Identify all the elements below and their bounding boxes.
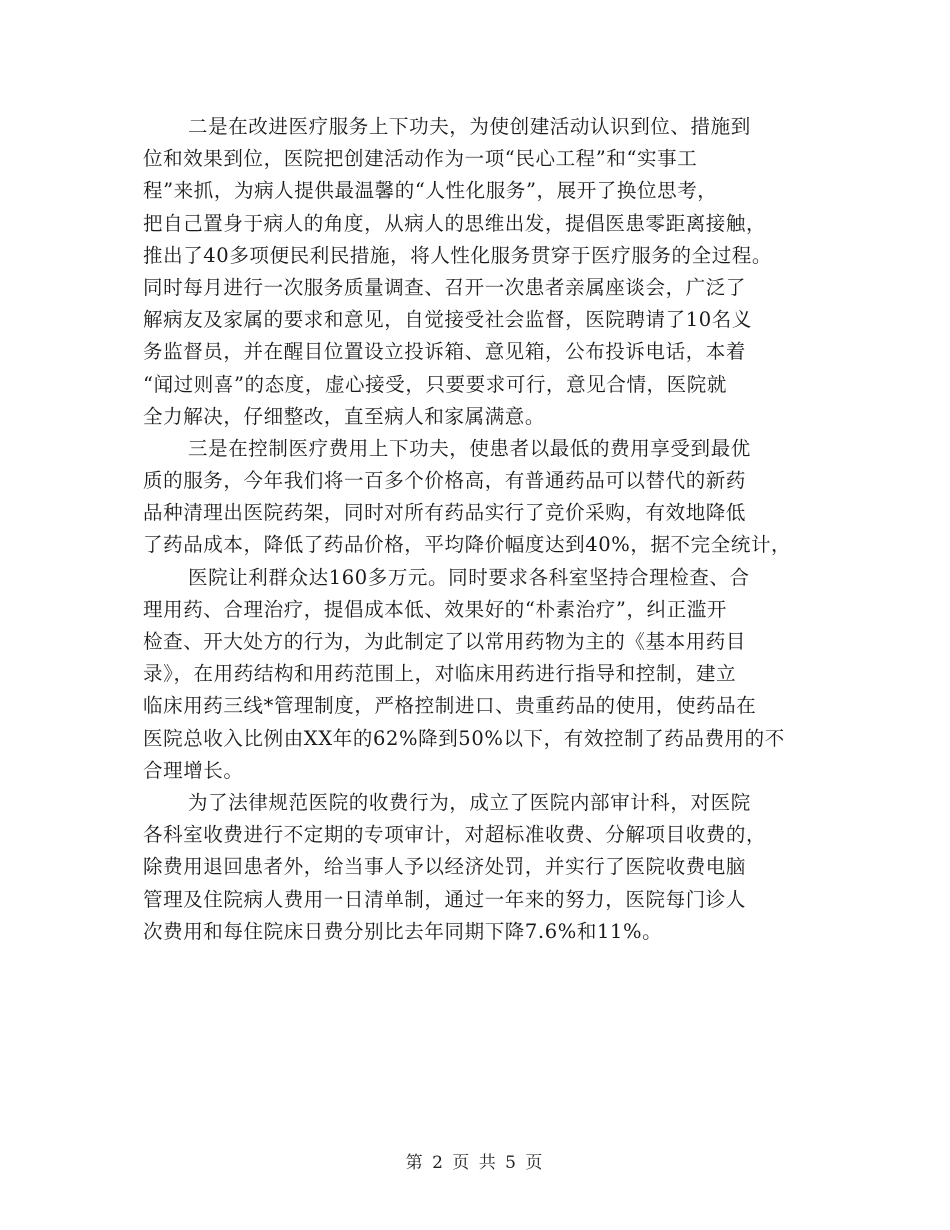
text-line: 检查、开大处方的行为，为此制定了以常用药物为主的《基本用药目: [143, 630, 747, 653]
text-line: 次费用和每住院床日费分别比去年同期下降7.6%和11%。: [143, 919, 663, 943]
text-line: 了药品成本，降低了药品价格，平均降价幅度达到40%，据不完全统计，: [143, 533, 792, 557]
text-line: 三是在控制医疗费用上下功夫，使患者以最低的费用享受到最优: [188, 436, 751, 460]
text-line: 全力解决，仔细整改，直至病人和家属满意。: [143, 404, 546, 428]
text-line: 解病友及家属的要求和意见，自觉接受社会监督，医院聘请了10名义: [143, 308, 752, 332]
text-line: 各科室收费进行不定期的专项审计，对超标准收费、分解项目收费的，: [143, 823, 767, 847]
text-line: 临床用药三线*管理制度，严格控制进口、贵重药品的使用，使药品在: [143, 694, 757, 718]
text-line: 务监督员，并在醒目位置设立投诉箱、意见箱，公布投诉电话，本着: [143, 340, 747, 364]
text-line: “闻过则喜”的态度，虚心接受，只要要求可行，意见合情，医院就: [143, 372, 727, 396]
text-line: 医院让利群众达160多万元。同时要求各科室坚持合理检查、合: [188, 565, 750, 589]
text-line: 把自己置身于病人的角度，从病人的思维出发，提倡医患零距离接触，: [143, 211, 767, 235]
text-line: 程”来抓，为病人提供最温馨的“人性化服务”，展开了换位思考，: [143, 179, 718, 203]
document-body: [143, 111, 823, 948]
text-line: 推出了40多项便民利民措施，将人性化服务贯穿于医疗服务的全过程。: [143, 243, 773, 267]
text-line: 质的服务，今年我们将一百多个价格高，有普通药品可以替代的新药: [143, 469, 747, 493]
text-line: 理用药、合理治疗，提倡成本低、效果好的“朴素治疗”，纠正滥开: [143, 597, 727, 621]
text-line: 录》，在用药结构和用药范围上，对临床用药进行指导和控制，建立: [143, 662, 737, 686]
text-line: 位和效果到位，医院把创建活动作为一项“民心工程”和“实事工: [143, 147, 698, 171]
text-line: 同时每月进行一次服务质量调查、召开一次患者亲属座谈会，广泛了: [143, 275, 747, 299]
page-number: 第 2 页 共 5 页: [405, 1153, 545, 1173]
text-line: 管理及住院病人费用一日清单制，通过一年来的努力，医院每门诊人: [143, 887, 747, 911]
text-line: 医院总收入比例由XX年的62%降到50%以下，有效控制了药品费用的不: [143, 726, 785, 750]
text-line: 合理增长。: [143, 758, 244, 782]
text-line: 为了法律规范医院的收费行为，成立了医院内部审计科，对医院: [188, 790, 751, 814]
text-line: 除费用退回患者外，给当事人予以经济处罚，并实行了医院收费电脑: [143, 855, 747, 879]
text-line: 品种清理出医院药架，同时对所有药品实行了竞价采购，有效地降低: [143, 501, 747, 525]
text-line: 二是在改进医疗服务上下功夫，为使创建活动认识到位、措施到: [188, 115, 751, 138]
